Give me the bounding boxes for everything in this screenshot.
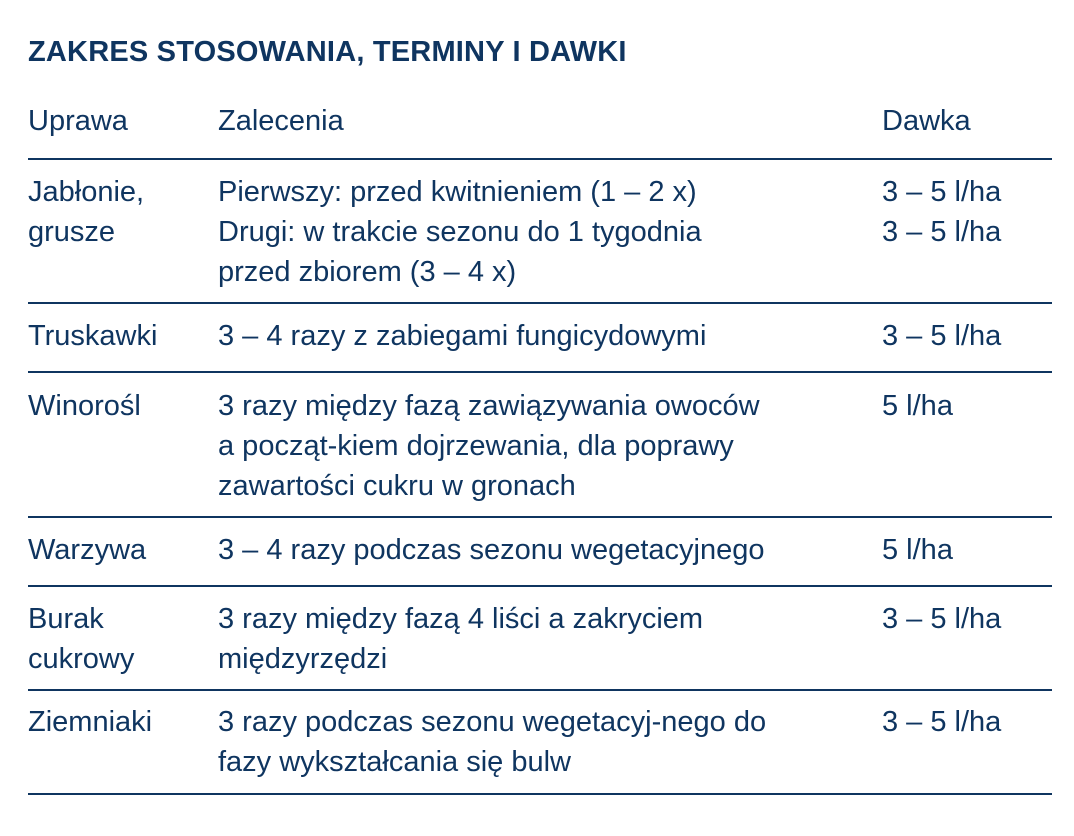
dose-cell: 3 – 5 l/ha bbox=[882, 603, 1002, 635]
row-divider bbox=[28, 516, 1052, 518]
table-bottom-rule bbox=[28, 793, 1052, 795]
dose-cell: 3 – 5 l/ha bbox=[882, 706, 1002, 738]
dose-cell: 5 l/ha bbox=[882, 534, 953, 566]
crop-cell: Burak cukrowy bbox=[28, 603, 135, 675]
recommendation-cell: Pierwszy: przed kwitnieniem (1 – 2 x) Drugi: w trakcie sezonu do 1 tygodnia przed zbiorem (3 – 4 x) bbox=[218, 176, 702, 288]
dose-cell: 5 l/ha bbox=[882, 390, 953, 422]
recommendation-cell: 3 razy między fazą 4 liści a zakryciem międzyrzędzi bbox=[218, 603, 704, 675]
row-divider bbox=[28, 585, 1052, 587]
recommendation-cell: 3 – 4 razy podczas sezonu wegetacyjnego bbox=[218, 534, 765, 566]
row-divider bbox=[28, 371, 1052, 373]
recommendation-cell: 3 razy podczas sezonu wegetacyj-nego do fazy wykształcania się bulw bbox=[218, 706, 767, 778]
crop-cell: Jabłonie, grusze bbox=[28, 176, 145, 248]
header-recommendations: Zalecenia bbox=[218, 105, 344, 137]
table-header bbox=[28, 105, 1052, 145]
row-divider bbox=[28, 689, 1052, 691]
recommendation-cell: 3 razy między fazą zawiązywania owoców a począt-kiem dojrzewania, dla poprawy zawartości cukru w gronach bbox=[218, 390, 760, 502]
row-divider bbox=[28, 302, 1052, 304]
crop-cell: Truskawki bbox=[28, 320, 158, 352]
crop-cell: Ziemniaki bbox=[28, 706, 153, 738]
dose-cell: 3 – 5 l/ha bbox=[882, 320, 1002, 352]
dose-cell: 3 – 5 l/ha 3 – 5 l/ha bbox=[882, 176, 1002, 248]
section-title: ZAKRES STOSOWANIA, TERMINY I DAWKI bbox=[28, 36, 627, 68]
crop-cell: Warzywa bbox=[28, 534, 147, 566]
header-divider bbox=[28, 158, 1052, 160]
header-crop: Uprawa bbox=[28, 105, 128, 137]
recommendation-cell: 3 – 4 razy z zabiegami fungicydowymi bbox=[218, 320, 707, 352]
crop-cell: Winorośl bbox=[28, 390, 141, 422]
header-dose: Dawka bbox=[882, 105, 971, 137]
